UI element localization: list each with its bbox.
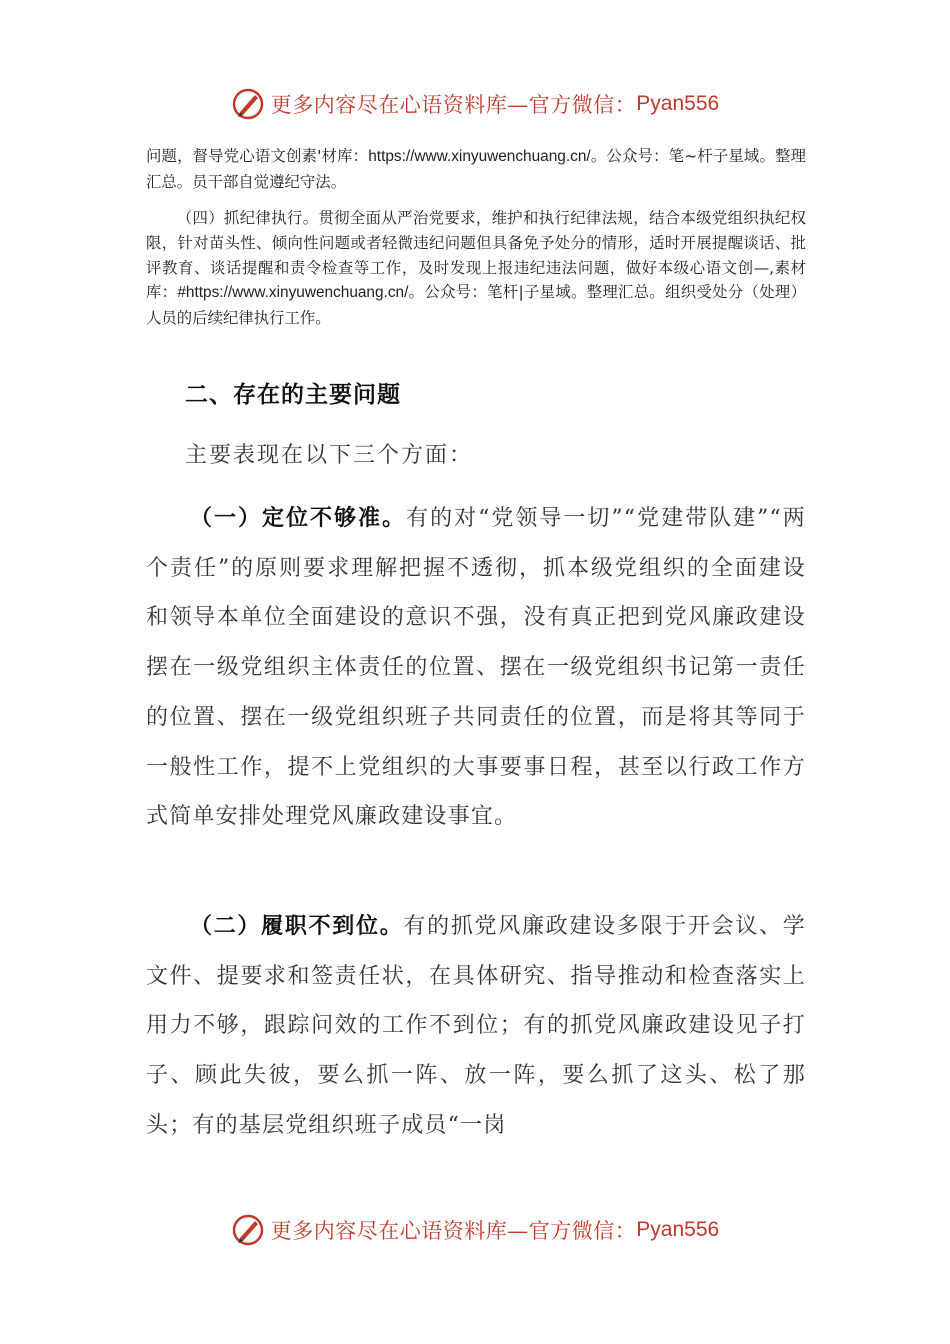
section1-body: 有的对“党领导一切”“党建带队建”“两个责任”的原则要求理解把握不透彻，抓本级党组织的全面建设和领导本单位全面建设的意识不强，没有真正把到党风廉政建设摆在一级党组织主体责任的位置、摆在一级党组织书记第一责任的位置、摆在一级党组织班子共同责任的位置，而是将其等同于一般性工作，提不上党组织的大事要事日程，甚至以行政工作方式简单安排处理党风廉政建设事宜。 xyxy=(146,506,806,830)
paragraph-continued xyxy=(146,144,806,195)
banner-wechat-id: Pyan556 xyxy=(636,1218,720,1241)
para1-text-after: 。公众号：笔~杆子星域。整理汇总。员干部自觉遵纪守法。 xyxy=(146,147,806,191)
section-heading: 二、存在的主要问题 xyxy=(185,382,401,408)
para1-text-before: 问题，督导党心语文创素'材库： xyxy=(146,147,369,165)
para1-url: https://www.xinyuwenchuang.cn/ xyxy=(368,148,591,165)
section2-body: 有的抓党风廉政建设多限于开会议、学文件、提要求和签责任状，在具体研究、指导推动和检查落实上用力不够，跟踪问效的工作不到位；有的抓党风廉政建设见子打子、顾此失彼，要么抓一阵、放一阵，要么抓了这头、松了那头；有的基层党组织班子成员“一岗 xyxy=(146,914,806,1138)
problem-section-1 xyxy=(146,494,806,842)
section1-lead: （一）定位不够准。 xyxy=(190,506,407,531)
paragraph-discipline xyxy=(146,206,806,331)
footer-banner xyxy=(0,1210,950,1250)
pen-logo-icon xyxy=(231,1213,265,1247)
banner-wechat-id: Pyan556 xyxy=(636,92,720,115)
banner-text: 更多内容尽在心语资料库—官方微信： xyxy=(270,1219,637,1243)
para2-text-after: 。公众号：笔杆|子星域。整理汇总。组织受处分（处理）人员的后续纪律执行工作。 xyxy=(146,283,806,328)
problem-section-2 xyxy=(146,902,806,1151)
intro-line: 主要表现在以下三个方面： xyxy=(185,443,474,468)
pen-logo-icon xyxy=(231,87,265,121)
banner-text: 更多内容尽在心语资料库—官方微信： xyxy=(270,93,637,117)
para2-text-before: （四）抓纪律执行。贯彻全面从严治党要求，维护和执行纪律法规，结合本级党组织执纪权限，针对苗头性、倾向性问题或者轻微违纪问题但具备免予处分的情形，适时开展提醒谈话、批评教育、谈话提醒和责令检查等工作，及时发现上报违纪违法问题，做好本级心语文创—,素材库： xyxy=(146,209,806,302)
header-banner xyxy=(0,84,950,124)
section2-lead: （二）履职不到位。 xyxy=(190,914,404,939)
para2-url: #https://www.xinyuwenchuang.cn/ xyxy=(177,284,409,302)
